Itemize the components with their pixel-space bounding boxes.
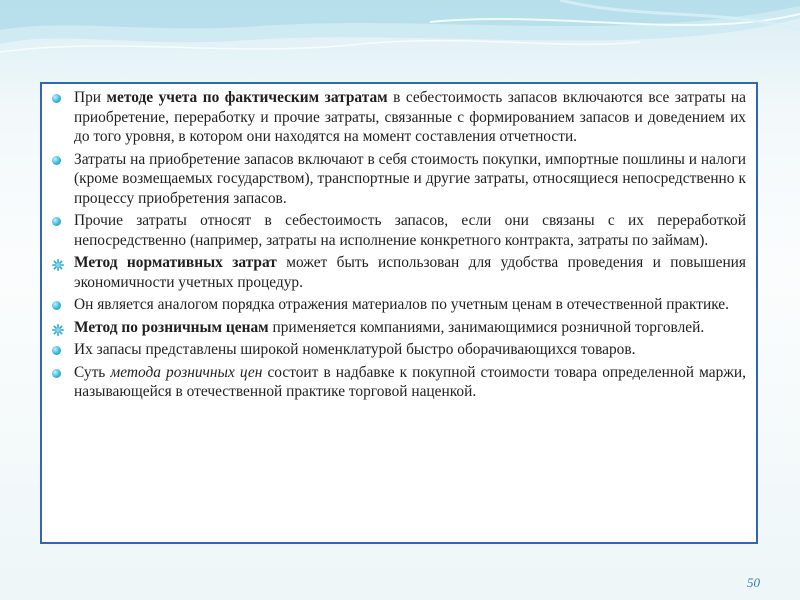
bullet-dot-icon — [52, 94, 61, 103]
bullet-dot-icon — [52, 369, 61, 378]
bullet-list — [52, 88, 746, 402]
bold-term: методе учета по фактическим затратам — [106, 89, 388, 106]
italic-term: метода розничных цен — [110, 363, 263, 381]
bullet-item — [52, 253, 746, 292]
star-bullet-icon — [52, 322, 64, 334]
bullet-text: в себестоимость запасов включаются все затраты на приобретение, переработку и прочие затраты, связанные с формированием запасов и доведением их до того уровня, в котором они находятся на момент составления отчетности. — [74, 89, 747, 145]
content-box — [40, 82, 758, 544]
bullet-item — [52, 211, 746, 250]
bullet-item — [52, 318, 746, 338]
bullet-text: состоит в надбавке к покупной стоимости товара определенной маржи, называющейся в отечественной практике торговой наценкой. — [74, 363, 746, 400]
bullet-item — [52, 150, 746, 209]
bullet-text: может быть использован для удобства проведения и повышения экономичности учетных процедур. — [74, 254, 746, 291]
bullet-text: При — [74, 89, 107, 106]
bullet-dot-icon — [52, 217, 61, 226]
bullet-item — [52, 363, 746, 402]
bullet-text: Затраты на приобретение запасов включают в себя стоимость покупки, импортные пошлины и налоги (кроме возмещаемых государством), транспортные и другие затраты, относящиеся непосредственно к процессу приобретения запасов. — [74, 150, 746, 207]
bullet-item — [52, 88, 746, 147]
bullet-text: Суть — [74, 363, 111, 381]
bold-term: Метод по розничным ценам — [74, 318, 269, 336]
bullet-text: Их запасы представлены широкой номенклатурой быстро оборачивающихся товаров. — [74, 341, 636, 358]
bullet-item — [52, 295, 746, 315]
bullet-text: Прочие затраты относят в себестоимость запасов, если они связаны с их переработкой непосредственно (например, затраты на исполнение конкретного контракта, затраты по займам). — [74, 212, 746, 249]
page-number: 50 — [747, 575, 760, 590]
bullet-dot-icon — [52, 346, 61, 355]
bullet-dot-icon — [52, 156, 61, 165]
decorative-waves — [0, 0, 800, 90]
star-bullet-icon — [52, 257, 64, 269]
bullet-text: Он является аналогом порядка отражения материалов по учетным ценам в отечественной практике. — [74, 296, 729, 313]
bullet-item — [52, 340, 746, 360]
bullet-text: применяется компаниями, занимающимися розничной торговлей. — [268, 318, 705, 336]
bullet-dot-icon — [52, 301, 61, 310]
bold-term: Метод нормативных затрат — [74, 254, 277, 271]
